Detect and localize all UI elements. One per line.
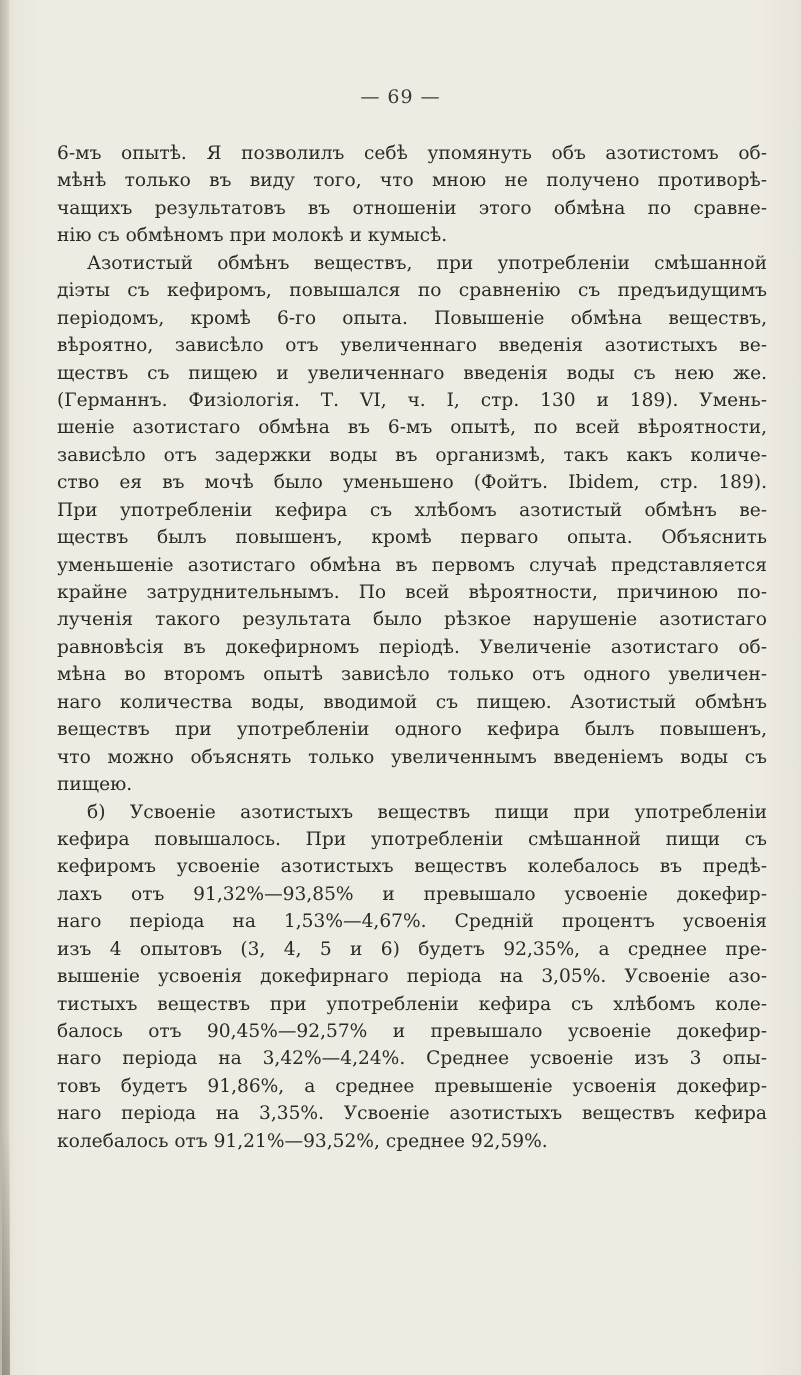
text-line: веществъ при употребленіи одного кефира былъ повышенъ, bbox=[57, 719, 767, 741]
text-line: колебалось отъ 91,21%—93,52%, среднее 92,59%. bbox=[57, 1130, 548, 1152]
text-line: тистыхъ веществъ при употребленіи кефира съ хлѣбомъ коле- bbox=[57, 993, 767, 1015]
paragraph-start-line: Азотистый обмѣнъ веществъ, при употребленіи смѣшанной bbox=[87, 252, 767, 274]
binding-shadow bbox=[2, 1130, 10, 1375]
text-line: уменьшеніе азотистаго обмѣна въ первомъ случаѣ представляется bbox=[57, 554, 767, 576]
text-line: пищею. bbox=[57, 774, 133, 796]
page-number: — 69 — bbox=[360, 86, 441, 108]
text-line: вышеніе усвоенія докефирнаго періода на 3,05%. Усвоеніе азо- bbox=[57, 966, 767, 988]
text-line: балось отъ 90,45%—92,57% и превышало усвоеніе докефир- bbox=[57, 1021, 767, 1042]
text-line: наго періода на 3,42%—4,24%. Среднее усвоеніе изъ 3 опы- bbox=[57, 1048, 767, 1070]
text-line: періодомъ, кромѣ 6-го опыта. Повышеніе обмѣна веществъ, bbox=[57, 307, 767, 329]
text-line: ществъ былъ повышенъ, кромѣ перваго опыта. Объяснить bbox=[57, 527, 767, 549]
text-line: наго періода на 1,53%—4,67%. Средній процентъ усвоенія bbox=[57, 911, 767, 933]
text-line: что можно объяснять только увеличеннымъ введеніемъ воды съ bbox=[57, 746, 767, 768]
text-line: наго количества воды, вводимой съ пищею. Азотистый обмѣнъ bbox=[57, 691, 767, 713]
text-line: (Германнъ. Физіологія. Т. VI, ч. I, стр. 130 и 189). Умень- bbox=[57, 389, 767, 411]
text-line: ство ея въ мочѣ было уменьшено (Фойтъ. Ibidem, стр. 189). bbox=[57, 472, 767, 494]
text-line: лученія такого результата было рѣзкое нарушеніе азотистаго bbox=[57, 609, 767, 631]
text-line: 6-мъ опытѣ. Я позволилъ себѣ упомянуть объ азотистомъ об- bbox=[57, 143, 767, 164]
text-line: зависѣло отъ задержки воды въ организмѣ, такъ какъ количе- bbox=[57, 444, 767, 466]
text-line: лахъ отъ 91,32%—93,85% и превышало усвоеніе докефир- bbox=[57, 883, 767, 905]
text-line: При употребленіи кефира съ хлѣбомъ азотистый обмѣнъ ве- bbox=[57, 499, 767, 521]
text-line: кефиромъ усвоеніе азотистыхъ веществъ колебалось въ предѣ- bbox=[57, 856, 767, 878]
text-line: ществъ съ пищею и увеличеннаго введенія воды съ нею же. bbox=[57, 362, 767, 384]
text-line: шеніе азотистаго обмѣна въ 6-мъ опытѣ, по всей вѣроятности, bbox=[57, 417, 767, 439]
text-line: вѣроятно, зависѣло отъ увеличеннаго введенія азотистыхъ ве- bbox=[57, 335, 767, 357]
text-line: наго періода на 3,35%. Усвоеніе азотистыхъ веществъ кефира bbox=[57, 1103, 767, 1125]
text-line: крайне затруднительнымъ. По всей вѣроятности, причиною по- bbox=[57, 582, 767, 603]
paragraph-start-line: б) Усвоеніе азотистыхъ веществъ пищи при употребленіи bbox=[87, 801, 767, 823]
text-line: изъ 4 опытовъ (3, 4, 5 и 6) будетъ 92,35%, а среднее пре- bbox=[57, 938, 767, 960]
text-line: кефира повышалось. При употребленіи смѣшанной пищи съ bbox=[57, 828, 767, 850]
text-line: нію съ обмѣномъ при молокѣ и кумысѣ. bbox=[57, 225, 448, 247]
text-line: діэты съ кефиромъ, повышался по сравненію съ предъидущимъ bbox=[57, 280, 767, 302]
text-line: товъ будетъ 91,86%, а среднее превышеніе усвоенія докефир- bbox=[57, 1075, 767, 1097]
text-line: равновѣсія въ докефирномъ періодѣ. Увеличеніе азотистаго об- bbox=[57, 636, 767, 658]
text-line: мѣна во второмъ опытѣ зависѣло только отъ одного увеличен- bbox=[57, 664, 767, 686]
text-line: чащихъ результатовъ въ отношеніи этого обмѣна по сравне- bbox=[57, 197, 767, 219]
body-text bbox=[57, 140, 767, 1155]
text-line: мѣнѣ только въ виду того, что мною не получено противорѣ- bbox=[57, 170, 767, 192]
